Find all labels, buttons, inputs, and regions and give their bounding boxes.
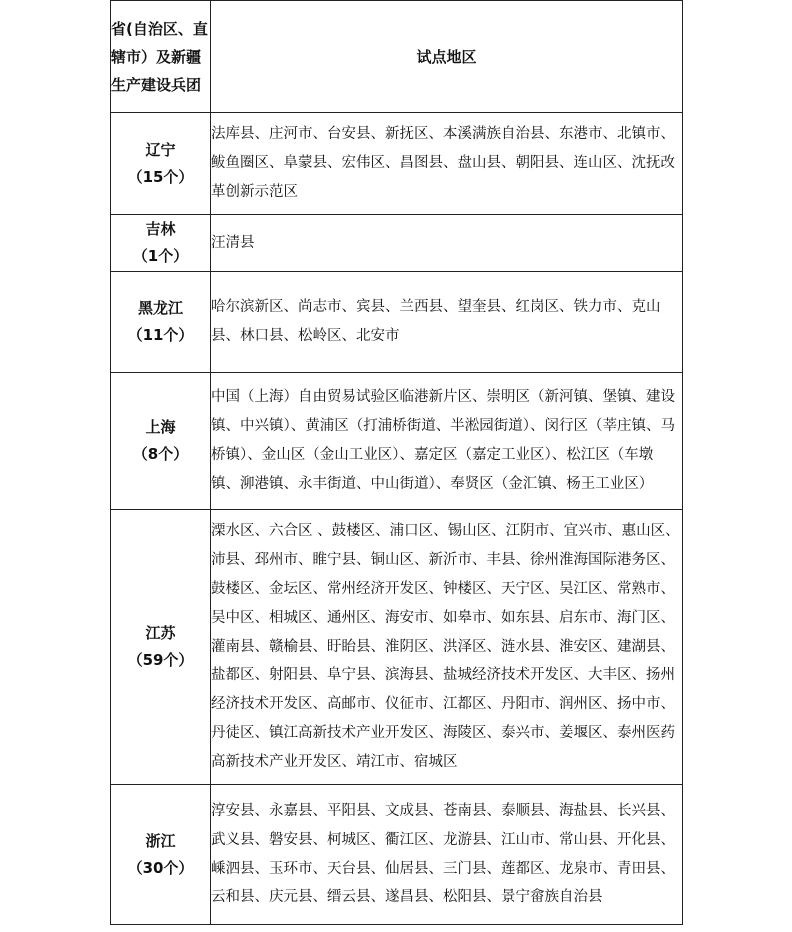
table-row: [111, 113, 683, 215]
column-header-areas: 试点地区: [211, 1, 683, 113]
province-cell: [111, 272, 211, 373]
province-cell: [111, 785, 211, 925]
province-cell: [111, 113, 211, 215]
province-name: 辽宁: [145, 140, 176, 159]
table-row: [111, 373, 683, 510]
province-name: 江苏: [145, 624, 176, 642]
table-row: [111, 272, 683, 373]
pilot-areas-cell: 溧水区、六合区 、鼓楼区、浦口区、锡山区、江阴市、宜兴市、惠山区、沛县、邳州市、睢宁县、铜山区、新沂市、丰县、徐州淮海国际港务区、鼓楼区、金坛区、常州经济开发区、钟楼区、天宁区、吴江区、常熟市、吴中区、相城区、通州区、海安市、如皋市、如东县、启东市、海门区、灌南县、赣榆县、盱眙县、淮阴区、洪泽区、涟水县、淮安区、建湖县、盐都区、射阳县、阜宁县、滨海县、盐城经济技术开发区、大丰区、扬州经济技术开发区、高邮市、仪征市、江都区、丹阳市、润州区、扬中市、丹徒区、镇江高新技术产业开发区、海陵区、泰兴市、姜堰区、泰州医药高新技术产业开发区、靖江市、宿城区: [211, 510, 683, 785]
pilot-areas-cell: 淳安县、永嘉县、平阳县、文成县、苍南县、泰顺县、海盐县、长兴县、武义县、磐安县、柯城区、衢江区、龙游县、江山市、常山县、开化县、嵊泗县、玉环市、天台县、仙居县、三门县、莲都区、龙泉市、青田县、云和县、庆元县、缙云县、遂昌县、松阳县、景宁畲族自治县: [211, 785, 683, 925]
table-row: [111, 215, 683, 272]
province-count: （30个）: [127, 858, 194, 877]
province-cell: [111, 215, 211, 272]
table-row: [111, 510, 683, 785]
province-count: （1个）: [132, 247, 189, 265]
province-count: （11个）: [127, 326, 194, 344]
province-name: 浙江: [145, 831, 176, 850]
pilot-areas-cell: 法库县、庄河市、台安县、新抚区、本溪满族自治县、东港市、北镇市、鲅鱼圈区、阜蒙县、宏伟区、昌图县、盘山县、朝阳县、连山区、沈抚改革创新示范区: [211, 113, 683, 215]
province-count: （8个）: [132, 445, 189, 463]
column-header-province: 省(自治区、直辖市）及新疆生产建设兵团: [111, 1, 211, 113]
table-header-row: [111, 1, 683, 113]
province-cell: [111, 510, 211, 785]
province-name: 黑龙江: [137, 299, 183, 317]
pilot-areas-table: [110, 0, 683, 925]
pilot-areas-cell: 汪清县: [211, 215, 683, 272]
province-name: 上海: [145, 418, 176, 436]
pilot-areas-cell: 中国（上海）自由贸易试验区临港新片区、崇明区（新河镇、堡镇、建设镇、中兴镇）、黄浦区（打浦桥街道、半淞园街道）、闵行区（莘庄镇、马桥镇）、金山区（金山工业区）、嘉定区（嘉定工业区）、松江区（车墩镇、泖港镇、永丰街道、中山街道）、奉贤区（金汇镇、杨王工业区）: [211, 373, 683, 510]
table-row: [111, 785, 683, 925]
province-count: （59个）: [127, 651, 194, 669]
province-cell: [111, 373, 211, 510]
pilot-areas-cell: 哈尔滨新区、尚志市、宾县、兰西县、望奎县、红岗区、铁力市、克山县、林口县、松岭区、北安市: [211, 272, 683, 373]
province-count: （15个）: [127, 167, 194, 186]
province-name: 吉林: [145, 220, 176, 238]
